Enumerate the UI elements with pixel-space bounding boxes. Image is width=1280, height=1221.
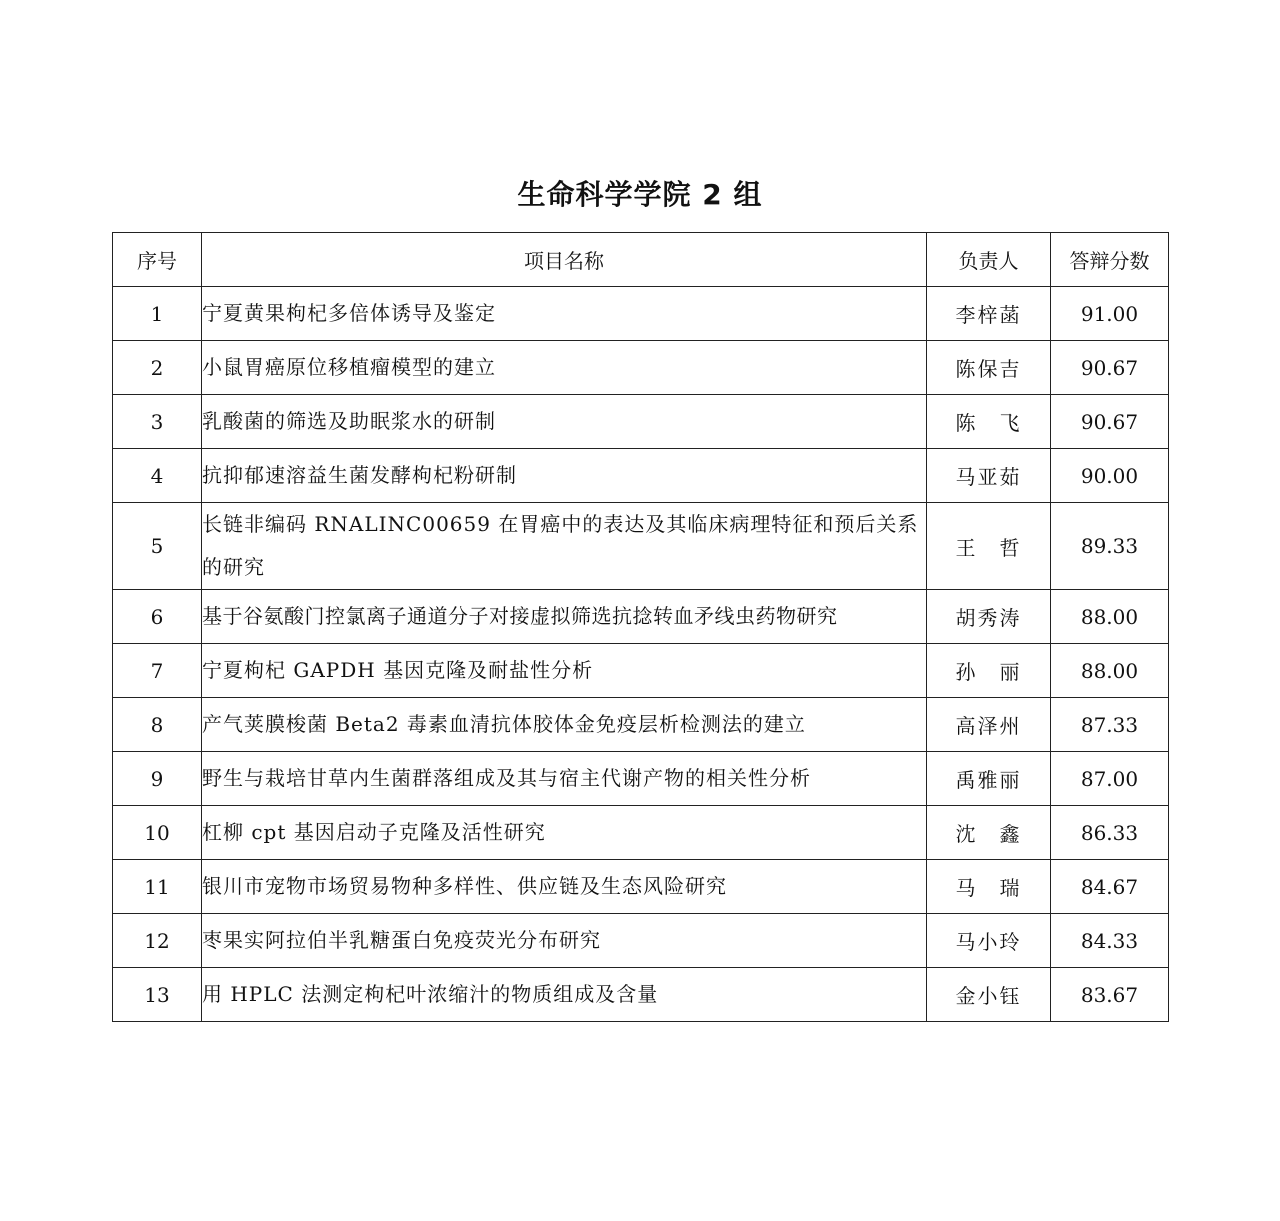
row-project: 用 HPLC 法测定枸杞叶浓缩汁的物质组成及含量 bbox=[202, 968, 927, 1022]
row-score: 90.67 bbox=[1051, 341, 1169, 395]
row-no: 7 bbox=[113, 644, 202, 698]
row-leader: 金小钰 bbox=[927, 968, 1051, 1022]
header-no: 序号 bbox=[113, 233, 202, 287]
header-score: 答辩分数 bbox=[1051, 233, 1169, 287]
row-project: 长链非编码 RNALINC00659 在胃癌中的表达及其临床病理特征和预后关系的研究 bbox=[202, 503, 927, 590]
table-row bbox=[113, 287, 1169, 341]
row-leader: 禹雅丽 bbox=[927, 752, 1051, 806]
row-score: 84.33 bbox=[1051, 914, 1169, 968]
row-project: 野生与栽培甘草内生菌群落组成及其与宿主代谢产物的相关性分析 bbox=[202, 752, 927, 806]
row-project: 基于谷氨酸门控氯离子通道分子对接虚拟筛选抗捻转血矛线虫药物研究 bbox=[202, 590, 927, 644]
row-project: 银川市宠物市场贸易物种多样性、供应链及生态风险研究 bbox=[202, 860, 927, 914]
header-project: 项目名称 bbox=[202, 233, 927, 287]
row-leader: 王 哲 bbox=[927, 503, 1051, 590]
table-row bbox=[113, 644, 1169, 698]
row-project: 小鼠胃癌原位移植瘤模型的建立 bbox=[202, 341, 927, 395]
row-score: 84.67 bbox=[1051, 860, 1169, 914]
row-no: 6 bbox=[113, 590, 202, 644]
header-leader: 负责人 bbox=[927, 233, 1051, 287]
row-leader: 马小玲 bbox=[927, 914, 1051, 968]
row-score: 87.33 bbox=[1051, 698, 1169, 752]
table-row bbox=[113, 914, 1169, 968]
row-no: 13 bbox=[113, 968, 202, 1022]
row-leader: 李梓菡 bbox=[927, 287, 1051, 341]
row-project: 乳酸菌的筛选及助眠浆水的研制 bbox=[202, 395, 927, 449]
table-header-row bbox=[113, 233, 1169, 287]
row-leader: 沈 鑫 bbox=[927, 806, 1051, 860]
table-row bbox=[113, 590, 1169, 644]
row-no: 12 bbox=[113, 914, 202, 968]
row-score: 89.33 bbox=[1051, 503, 1169, 590]
row-leader: 孙 丽 bbox=[927, 644, 1051, 698]
row-leader: 陈保吉 bbox=[927, 341, 1051, 395]
row-leader: 高泽州 bbox=[927, 698, 1051, 752]
row-no: 5 bbox=[113, 503, 202, 590]
table-row bbox=[113, 752, 1169, 806]
row-score: 90.00 bbox=[1051, 449, 1169, 503]
row-project: 抗抑郁速溶益生菌发酵枸杞粉研制 bbox=[202, 449, 927, 503]
row-no: 3 bbox=[113, 395, 202, 449]
row-score: 88.00 bbox=[1051, 644, 1169, 698]
row-no: 2 bbox=[113, 341, 202, 395]
results-table bbox=[112, 232, 1169, 1022]
row-no: 10 bbox=[113, 806, 202, 860]
table-row bbox=[113, 968, 1169, 1022]
row-leader: 马 瑞 bbox=[927, 860, 1051, 914]
row-no: 11 bbox=[113, 860, 202, 914]
row-project: 产气荚膜梭菌 Beta2 毒素血清抗体胶体金免疫层析检测法的建立 bbox=[202, 698, 927, 752]
row-score: 91.00 bbox=[1051, 287, 1169, 341]
row-leader: 陈 飞 bbox=[927, 395, 1051, 449]
row-no: 9 bbox=[113, 752, 202, 806]
row-no: 1 bbox=[113, 287, 202, 341]
row-score: 90.67 bbox=[1051, 395, 1169, 449]
table-row bbox=[113, 503, 1169, 590]
table-row bbox=[113, 698, 1169, 752]
row-score: 83.67 bbox=[1051, 968, 1169, 1022]
row-score: 88.00 bbox=[1051, 590, 1169, 644]
table-row bbox=[113, 395, 1169, 449]
row-score: 86.33 bbox=[1051, 806, 1169, 860]
row-leader: 胡秀涛 bbox=[927, 590, 1051, 644]
row-project: 杠柳 cpt 基因启动子克隆及活性研究 bbox=[202, 806, 927, 860]
row-leader: 马亚茹 bbox=[927, 449, 1051, 503]
page-title: 生命科学学院 2 组 bbox=[517, 178, 763, 211]
row-no: 8 bbox=[113, 698, 202, 752]
table-row bbox=[113, 341, 1169, 395]
row-project: 宁夏黄果枸杞多倍体诱导及鉴定 bbox=[202, 287, 927, 341]
row-no: 4 bbox=[113, 449, 202, 503]
table-row bbox=[113, 449, 1169, 503]
row-project: 枣果实阿拉伯半乳糖蛋白免疫荧光分布研究 bbox=[202, 914, 927, 968]
table-row bbox=[113, 806, 1169, 860]
row-project: 宁夏枸杞 GAPDH 基因克隆及耐盐性分析 bbox=[202, 644, 927, 698]
table-row bbox=[113, 860, 1169, 914]
row-score: 87.00 bbox=[1051, 752, 1169, 806]
